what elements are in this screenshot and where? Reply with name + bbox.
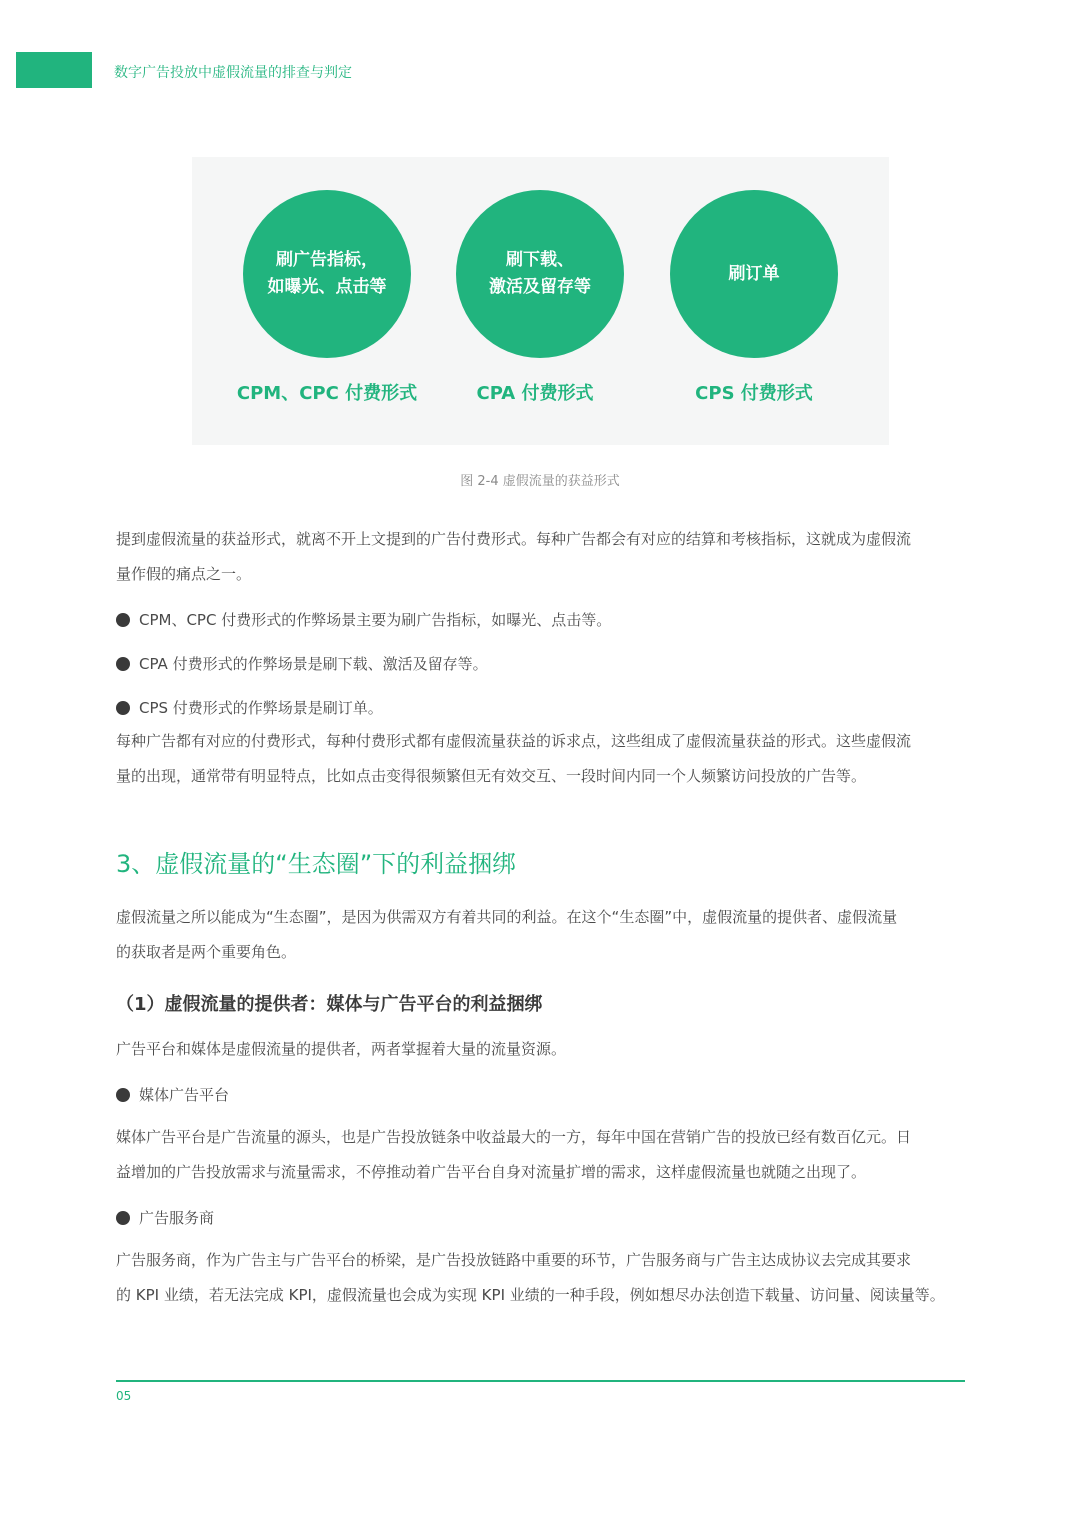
figure-panel <box>192 157 889 445</box>
circle-cpa <box>456 190 624 358</box>
bullet-dot-icon <box>116 657 130 671</box>
intro-paragraph <box>116 522 976 592</box>
circle-text-line: 刷下载、 <box>506 250 574 270</box>
media-paragraph <box>116 1120 976 1190</box>
paragraph-line: 广告服务商，作为广告主与广告平台的桥梁，是广告投放链路中重要的环节，广告服务商与广告主达成协议去完成其要求 <box>116 1251 912 1269</box>
circle-text-line: 刷订单 <box>728 263 780 284</box>
circle-cpm-cpc <box>243 190 411 358</box>
paragraph-line: 的获取者是两个重要角色。 <box>116 943 297 961</box>
header-title: 数字广告投放中虚假流量的排查与判定 <box>114 65 352 81</box>
paragraph-line: 益增加的广告投放需求与流量需求，不停推动着广告平台自身对流量扩增的需求，这样虚假流量也就随之出现了。 <box>116 1163 867 1181</box>
circle-text-line: 刷广告指标， <box>276 250 378 270</box>
label-cpm-cpc: CPM、CPC 付费形式 <box>236 383 418 404</box>
sub-intro-paragraph <box>116 1032 976 1067</box>
bullet-dot-icon <box>116 1211 130 1225</box>
sub-heading: （1）虚假流量的提供者：媒体与广告平台的利益捆绑 <box>116 994 543 1015</box>
section-intro-paragraph <box>116 900 976 970</box>
label-cps: CPS 付费形式 <box>695 383 813 404</box>
circle-text-line: 如曝光、点击等 <box>267 277 387 297</box>
paragraph-line: 提到虚假流量的获益形式，就离不开上文提到的广告付费形式。每种广告都会有对应的结算和考核指标，这就成为虚假流 <box>116 530 912 548</box>
paragraph-line: 媒体广告平台是广告流量的源头，也是广告投放链条中收益最大的一方，每年中国在营销广告的投放已经有数百亿元。日 <box>116 1128 912 1146</box>
footer-divider <box>116 1380 965 1382</box>
paragraph-line: 广告平台和媒体是虚假流量的提供者，两者掌握着大量的流量资源。 <box>116 1040 567 1058</box>
bullet-item <box>116 1084 229 1105</box>
bullet-item <box>116 697 383 718</box>
figure-caption: 图 2-4 虚假流量的获益形式 <box>460 474 620 489</box>
bullet-text: 广告服务商 <box>139 1209 215 1227</box>
bullet-item <box>116 1207 214 1228</box>
section-heading: 3、虚假流量的“生态圈”下的利益捆绑 <box>116 850 517 878</box>
page-number: 05 <box>116 1389 132 1403</box>
service-paragraph <box>116 1243 976 1313</box>
bullet-dot-icon <box>116 701 130 715</box>
summary-paragraph <box>116 724 976 794</box>
header-accent-block <box>16 52 92 88</box>
bullet-text: CPA 付费形式的作弊场景是刷下载、激活及留存等。 <box>139 655 488 673</box>
bullet-text: CPM、CPC 付费形式的作弊场景主要为刷广告指标，如曝光、点击等。 <box>139 611 612 629</box>
label-cpa: CPA 付费形式 <box>476 383 594 404</box>
bullet-item <box>116 653 488 674</box>
circle-text-line: 激活及留存等 <box>489 277 591 297</box>
paragraph-line: 的 KPI 业绩，若无法完成 KPI，虚假流量也会成为实现 KPI 业绩的一种手段，例如想尽办法创造下载量、访问量、阅读量等。 <box>116 1286 945 1304</box>
bullet-dot-icon <box>116 1088 130 1102</box>
bullet-text: 媒体广告平台 <box>139 1086 230 1104</box>
paragraph-line: 每种广告都有对应的付费形式，每种付费形式都有虚假流量获益的诉求点，这些组成了虚假流量获益的形式。这些虚假流 <box>116 732 912 750</box>
bullet-item <box>116 609 611 630</box>
paragraph-line: 量的出现，通常带有明显特点，比如点击变得很频繁但无有效交互、一段时间内同一个人频繁访问投放的广告等。 <box>116 767 867 785</box>
circle-cps <box>670 190 838 358</box>
bullet-dot-icon <box>116 613 130 627</box>
paragraph-line: 量作假的痛点之一。 <box>116 565 252 583</box>
paragraph-line: 虚假流量之所以能成为“生态圈”，是因为供需双方有着共同的利益。在这个“生态圈”中，虚假流量的提供者、虚假流量 <box>116 908 898 926</box>
bullet-text: CPS 付费形式的作弊场景是刷订单。 <box>139 699 383 717</box>
